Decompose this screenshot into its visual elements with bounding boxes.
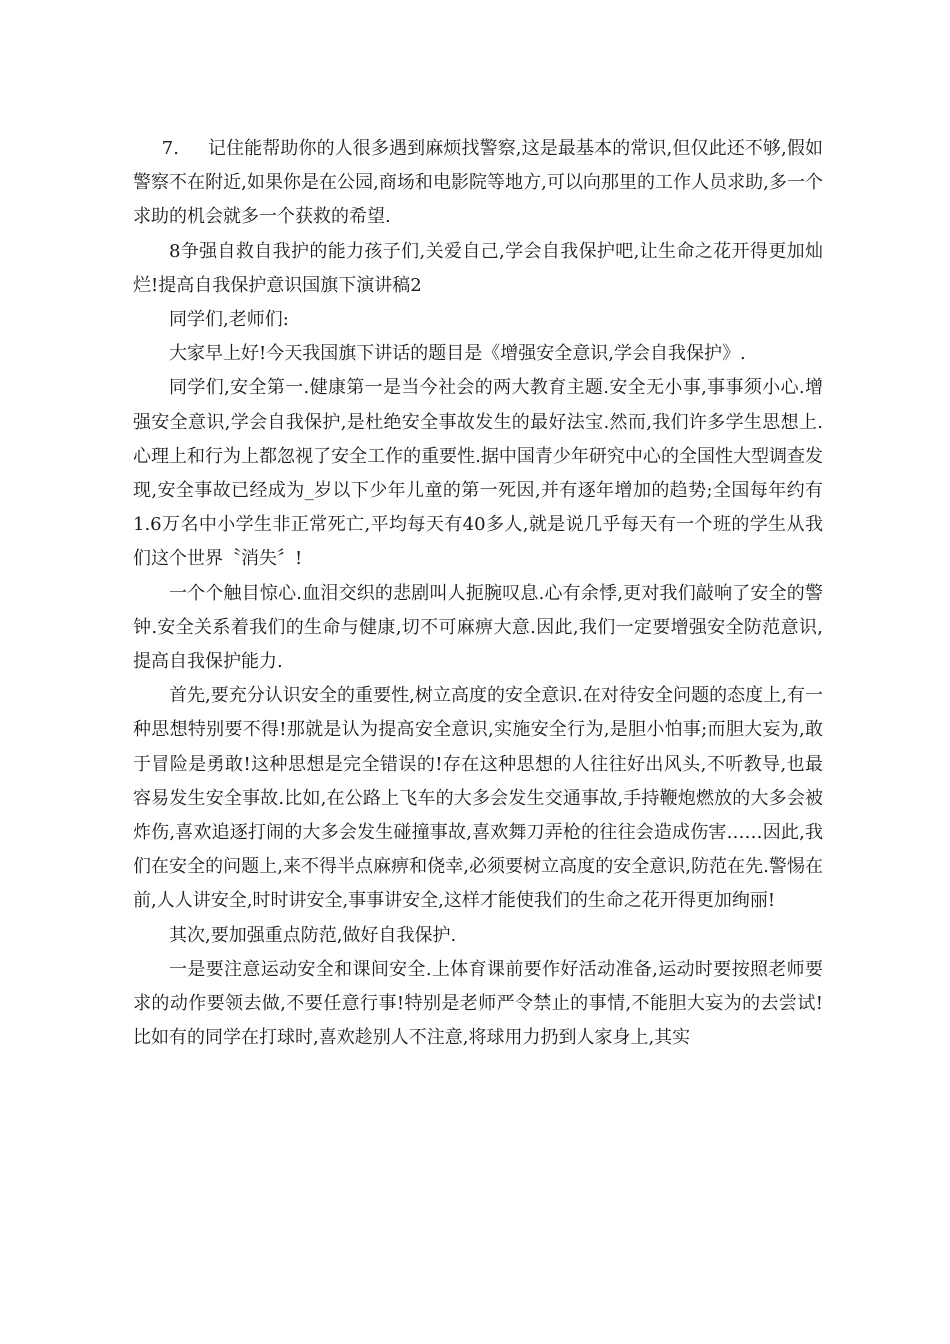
list-item-7 — [133, 132, 823, 235]
salutation: 同学们,老师们: — [169, 309, 289, 331]
list-item-text: 记住能帮助你的人很多遇到麻烦找警察,这是最基本的常识,但仅此还不够,假如警察不在附近,如果你是在公园,商场和电影院等地方,可以向那里的工作人员求助,多一个求助的机会就多一个获救的希望. — [133, 138, 823, 228]
paragraph-safety-first: 同学们,安全第一.健康第一是当今社会的两大教育主题.安全无小事,事事须小心.增强安全意识,学会自我保护,是杜绝安全事故发生的最好法宝.然而,我们许多学生思想上.心理上和行为上都忽视了安全工作的重要性.据中国青少年研究中心的全国性大型调查发现,安全事故已经成为_岁以下少年儿童的第一死因,并有逐年增加的趋势;全国每年约有1.6万名中小学生非正常死亡,平均每天有40多人,就是说几乎每天有一个班的学生从我们这个世界〝消失〞! — [133, 377, 823, 570]
paragraph-second: 其次,要加强重点防范,做好自我保护. — [169, 924, 457, 946]
paragraph-sports-safety: 一是要注意运动安全和课间安全.上体育课前要作好活动准备,运动时要按照老师要求的动作要领去做,不要任意行事!特别是老师严令禁止的事情,不能胆大妄为的去尝试!比如有的同学在打球时,喜欢趁别人不注意,将球用力扔到人家身上,其实 — [133, 958, 823, 1049]
document-page — [133, 132, 823, 1055]
list-item-number: 7. — [161, 138, 179, 159]
paragraph-greeting: 大家早上好!今天我国旗下讲话的题目是《增强安全意识,学会自我保护》. — [169, 343, 746, 365]
paragraph-first: 首先,要充分认识安全的重要性,树立高度的安全意识.在对待安全问题的态度上,有一种思想特别要不得!那就是认为提高安全意识,实施安全行为,是胆小怕事;而胆大妄为,敢于冒险是勇敢!这种思想是完全错误的!存在这种思想的人往往好出风头,不听教导,也最容易发生安全事故.比如,在公路上飞车的大多会发生交通事故,手持鞭炮燃放的大多会被炸伤,喜欢追逐打闹的大多会发生碰撞事故,喜欢舞刀弄枪的往往会造成伤害……因此,我们在安全的问题上,来不得半点麻痹和侥幸,必须要树立高度的安全意识,防范在先.警惕在前,人人讲安全,时时讲安全,事事讲安全,这样才能使我们的生命之花开得更加绚丽! — [133, 685, 823, 912]
paragraph-warning: 一个个触目惊心.血泪交织的悲剧叫人扼腕叹息.心有余悸,更对我们敲响了安全的警钟.安全关系着我们的生命与健康,切不可麻痹大意.因此,我们一定要增强安全防范意识,提高自我保护能力. — [133, 582, 823, 673]
paragraph-1: 8争强自救自我护的能力孩子们,关爱自己,学会自我保护吧,让生命之花开得更加灿烂!提高自我保护意识国旗下演讲稿2 — [133, 240, 823, 296]
